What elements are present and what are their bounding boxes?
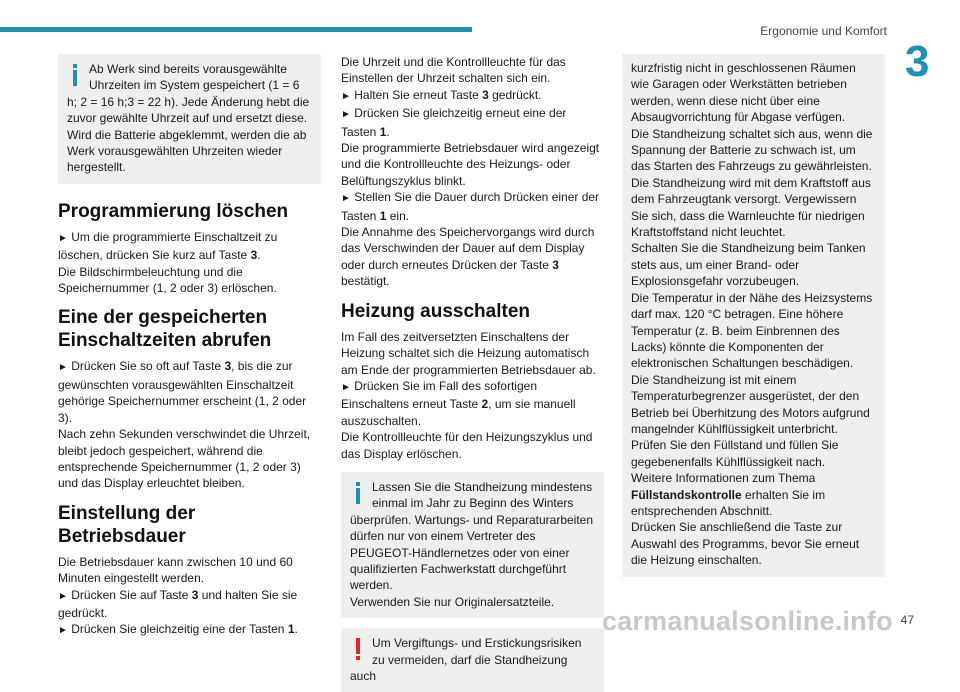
page-number: 47 [900, 613, 914, 627]
warning-text: Weitere Informationen zum Thema Füllstandskontrolle erhalten Sie im entsprechenden Abschnitt. [631, 471, 826, 518]
header-accent-bar [0, 27, 472, 32]
column-middle [341, 54, 604, 692]
paragraph: Die Annahme des Speichervorgangs wird durch das Verschwinden der Dauer auf dem Display oder durch erneutes Drücken der Taste 3 bestätigt. [341, 225, 595, 289]
warning-text: Drücken Sie anschließend die Taste zur Auswahl des Programms, bevor Sie erneut die Heizung einschalten. [631, 520, 860, 568]
info-box [341, 472, 604, 618]
bullet-arrow-icon: ► [58, 625, 68, 637]
paragraph: ► Um die programmierte Einschaltzeit zu löschen, drücken Sie kurz auf Taste 3. [58, 229, 278, 263]
paragraph: Nach zehn Sekunden verschwindet die Uhrzeit, bleibt jedoch gespeichert, während die entsprechende Speichernummer (1, 2 oder 3) und das Display erleuchtet bleiben. [58, 427, 311, 491]
paragraph: ► Halten Sie erneut Taste 3 gedrückt. [341, 87, 542, 102]
heading-heating-off: Heizung ausschalten [341, 300, 530, 322]
warning-text: Schalten Sie die Standheizung beim Tanken stets aus, um einer Brand- oder Explosionsgefahr vorzubeugen. [631, 241, 866, 289]
paragraph: Die Betriebsdauer kann zwischen 10 und 60 Minuten eingestellt werden. [58, 554, 293, 586]
paragraph: Die Bildschirmbeleuchtung und die Speichernummer (1, 2 oder 3) erlöschen. [58, 264, 277, 296]
warning-text: Die Standheizung schaltet sich aus, wenn die Spannung der Batterie zu schwach ist, um das Starten des Fahrzeugs zu gewährleisten. [631, 126, 873, 174]
bullet-arrow-icon: ► [58, 362, 68, 374]
paragraph: ► Drücken Sie auf Taste 3 und halten Sie sie gedrückt. [58, 587, 298, 620]
info-box-text: Lassen Sie die Standheizung mindestens einmal im Jahr zu Beginn des Winters überprüfen. Wartungs- und Reparaturarbeiten dürfen nur von einem Vertreter des PEUGEOT-Händlernetzes oder von einer qualifizierten Fachwerkstatt durchgeführt werden. [350, 479, 594, 593]
bullet-arrow-icon: ► [58, 232, 68, 244]
warning-text: Die Temperatur in der Nähe des Heizsystems darf max. 120 °C betragen. Eine höhere Temperatur (z. B. beim Einbrennen des Lacks) könnte die Komponenten der elektronischen Schaltungen beschädigen. [631, 290, 873, 371]
paragraph: Die Kontrollleuchte für den Heizungszyklus und das Display erlöschen. [341, 430, 593, 461]
paragraph: ► Drücken Sie so oft auf Taste 3, bis die zur gewünschten vorausgewählten Einschaltzeit gehörige Speichernummer erscheint (1, 2 oder 3). [58, 359, 307, 425]
warning-text: kurzfristig nicht in geschlossenen Räumen wie Garagen oder Werkstätten betrieben werden, wenn diese nicht über eine Absaugvorrichtung für Abgase verfügen. [631, 61, 856, 125]
paragraph: ► Stellen Sie die Dauer durch Drücken einer der Tasten 1 ein. [341, 190, 600, 223]
column-right [622, 54, 885, 577]
watermark: carmanualsonline.info [602, 606, 893, 636]
heading-duration: Einstellung der Betriebsdauer [58, 502, 196, 547]
info-box-text: Verwenden Sie nur Originalersatzteile. [350, 594, 555, 609]
paragraph: Im Fall des zeitversetzten Einschaltens der Heizung schaltet sich die Heizung automatisch am Ende der programmierten Betriebsdauer ab. [341, 329, 596, 377]
chapter-number: 3 [905, 37, 930, 86]
paragraph: Die Uhrzeit und die Kontrollleuchte für das Einstellen der Uhrzeit schalten sich ein. [341, 55, 566, 86]
bullet-arrow-icon: ► [341, 193, 351, 205]
info-icon [67, 61, 83, 87]
paragraph: ► Drücken Sie im Fall des sofortigen Einschaltens erneut Taste 2, um sie manuell auszuschalten. [341, 378, 576, 428]
section-header-title: Ergonomie und Komfort [760, 24, 887, 38]
warning-icon [350, 635, 366, 661]
warning-box-text: Um Vergiftungs- und Erstickungsrisiken zu vermeiden, darf die Standheizung auch [350, 636, 582, 683]
info-icon [350, 479, 366, 505]
warning-text: Die Standheizung ist mit einem Temperaturbegrenzer ausgerüstet, der den Betrieb bei Überhitzung des Motors aufgrund mangelnder Kühlflüssigkeit unterbricht. Prüfen Sie den Füllstand und füllen Sie gegebenenfalls Kühlflüssigkeit nach. [631, 372, 870, 469]
heading-recall-times: Eine der gespeicherten Einschaltzeiten abrufen [58, 307, 272, 352]
bullet-arrow-icon: ► [58, 590, 68, 602]
info-box [58, 54, 321, 184]
bullet-arrow-icon: ► [341, 381, 351, 393]
warning-text: Die Standheizung wird mit dem Kraftstoff aus dem Fahrzeugtank versorgt. Vergewissern Sie sich, dass die Warnleuchte für niedrigen Kraftstoffstand nicht leuchtet. [631, 175, 871, 240]
paragraph: ► Drücken Sie gleichzeitig eine der Tasten 1. [58, 622, 298, 637]
column-left [58, 54, 321, 640]
paragraph: ► Drücken Sie gleichzeitig erneut eine der Tasten 1. [341, 106, 567, 139]
warning-box [341, 628, 604, 692]
info-box-text: Ab Werk sind bereits vorausgewählte Uhrzeiten im System gespeichert (1 = 6 h; 2 = 16 h;3 = 22 h). Jede Änderung hebt die zuvor gewählte Uhrzeit auf und ersetzt diese. Wird die Batterie abgeklemmt, werden die ab Werk vorausgewählten Uhrzeiten wieder hergestellt. [67, 62, 310, 175]
bullet-arrow-icon: ► [341, 90, 351, 102]
warning-box-continued [622, 54, 885, 577]
paragraph: Die programmierte Betriebsdauer wird angezeigt und die Kontrollleuchte des Heizungs- oder Belüftungszyklus blinkt. [341, 141, 600, 188]
bullet-arrow-icon: ► [341, 109, 351, 121]
heading-delete-program: Programmierung löschen [58, 200, 289, 222]
